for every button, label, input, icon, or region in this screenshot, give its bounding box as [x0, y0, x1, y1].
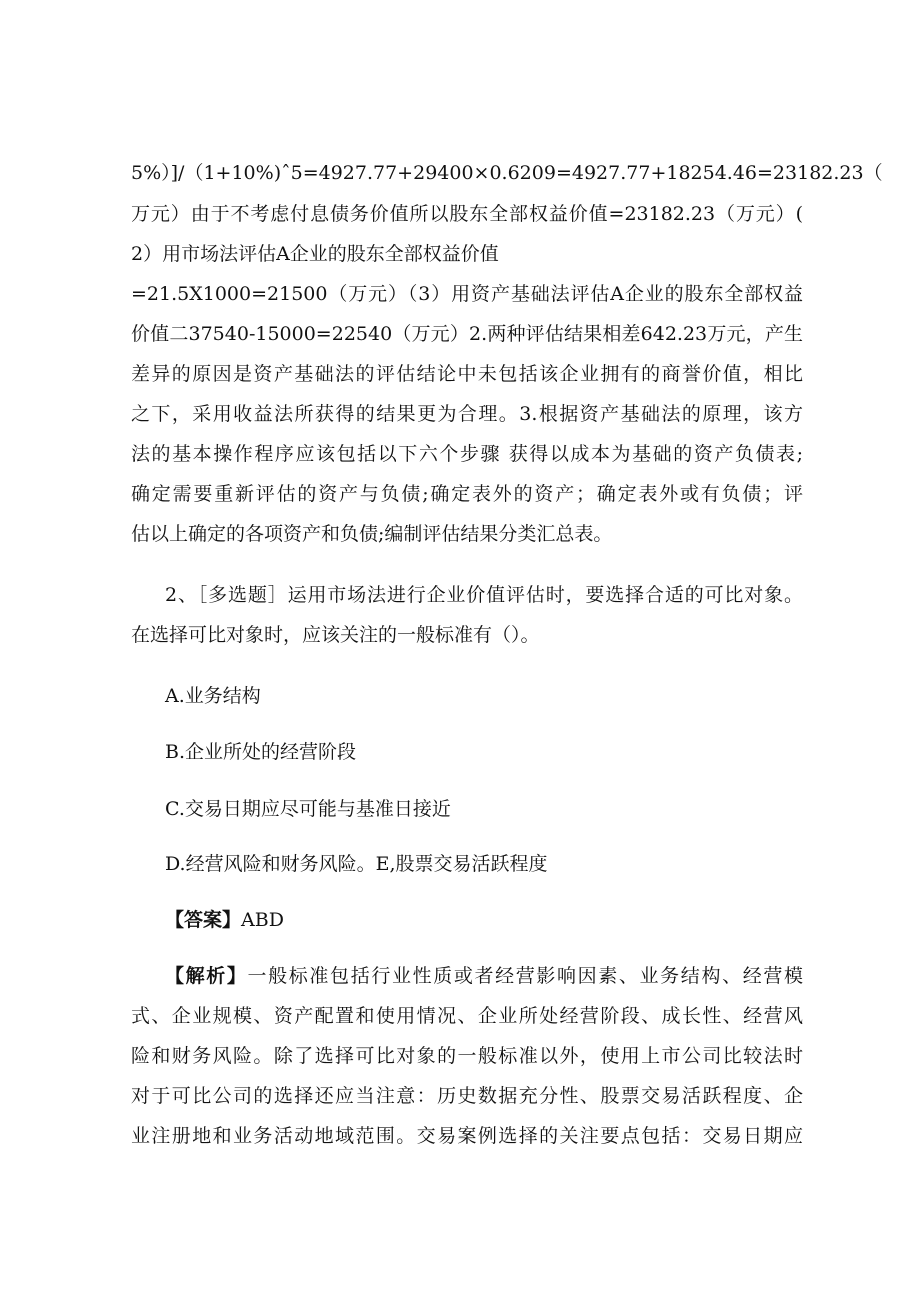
paragraph-line-7: 之下，采用收益法所获得的结果更为合理。3.根据资产基础法的原理，该方 [131, 403, 803, 425]
question-line-2: 在选择可比对象时，应该关注的一般标准有（）。 [131, 624, 540, 646]
paragraph-line-10: 估以上确定的各项资产和负债;编制评估结果分类汇总表。 [131, 523, 613, 545]
analysis-line-3: 险和财务风险。除了选择可比对象的一般标准以外，使用上市公司比较法时 [131, 1045, 803, 1067]
paragraph-line-8: 法的基本操作程序应该包括以下六个步骤 获得以成本为基础的资产负债表; [131, 443, 803, 465]
paragraph-line-1: 5%）]/（1+10%)ˆ5=4927.77+29400×0.6209=4927.77+18254.46=23182.23（ [131, 162, 883, 184]
option-a: A.业务结构 [165, 685, 261, 707]
analysis-line-5: 业注册地和业务活动地域范围。交易案例选择的关注要点包括：交易日期应 [131, 1125, 803, 1147]
option-d: D.经营风险和财务风险。E,股票交易活跃程度 [165, 853, 548, 875]
question-line-1: 2、［多选题］运用市场法进行企业价值评估时，要选择合适的可比对象。 [165, 584, 803, 606]
paragraph-line-6: 差异的原因是资产基础法的评估结论中未包括该企业拥有的商誉价值，相比 [131, 363, 803, 385]
answer-tag: 【答案】 [165, 909, 242, 931]
answer-line [165, 906, 803, 934]
paragraph-line-9: 确定需要重新评估的资产与负债;确定表外的资产；确定表外或有负债；评 [131, 483, 803, 505]
paragraph-line-4: =21.5X1000=21500（万元）（3）用资产基础法评估A企业的股东全部权益 [131, 283, 803, 305]
analysis-tag: 【解析】 [165, 965, 248, 987]
option-c: C.交易日期应尽可能与基准日接近 [165, 798, 451, 820]
answer-value: ABD [241, 909, 284, 931]
paragraph-line-2: 万元）由于不考虑付息债务价值所以股东全部权益价值=23182.23（万元）( [131, 203, 803, 225]
analysis-line-4: 对于可比公司的选择还应当注意：历史数据充分性、股票交易活跃程度、企 [131, 1085, 803, 1107]
paragraph-line-3: 2）用市场法评估A企业的股东全部权益价值 [131, 243, 499, 265]
paragraph-line-5: 价值二37540-15000=22540（万元）2.两种评估结果相差642.23万元，产生 [131, 323, 803, 345]
option-b: B.企业所处的经营阶段 [165, 741, 357, 763]
analysis-text-1: 一般标准包括行业性质或者经营影响因素、业务结构、经营模 [247, 965, 803, 987]
analysis-line-2: 式、企业规模、资产配置和使用情况、企业所处经营阶段、成长性、经营风 [131, 1005, 803, 1027]
analysis-line-1 [165, 962, 803, 990]
